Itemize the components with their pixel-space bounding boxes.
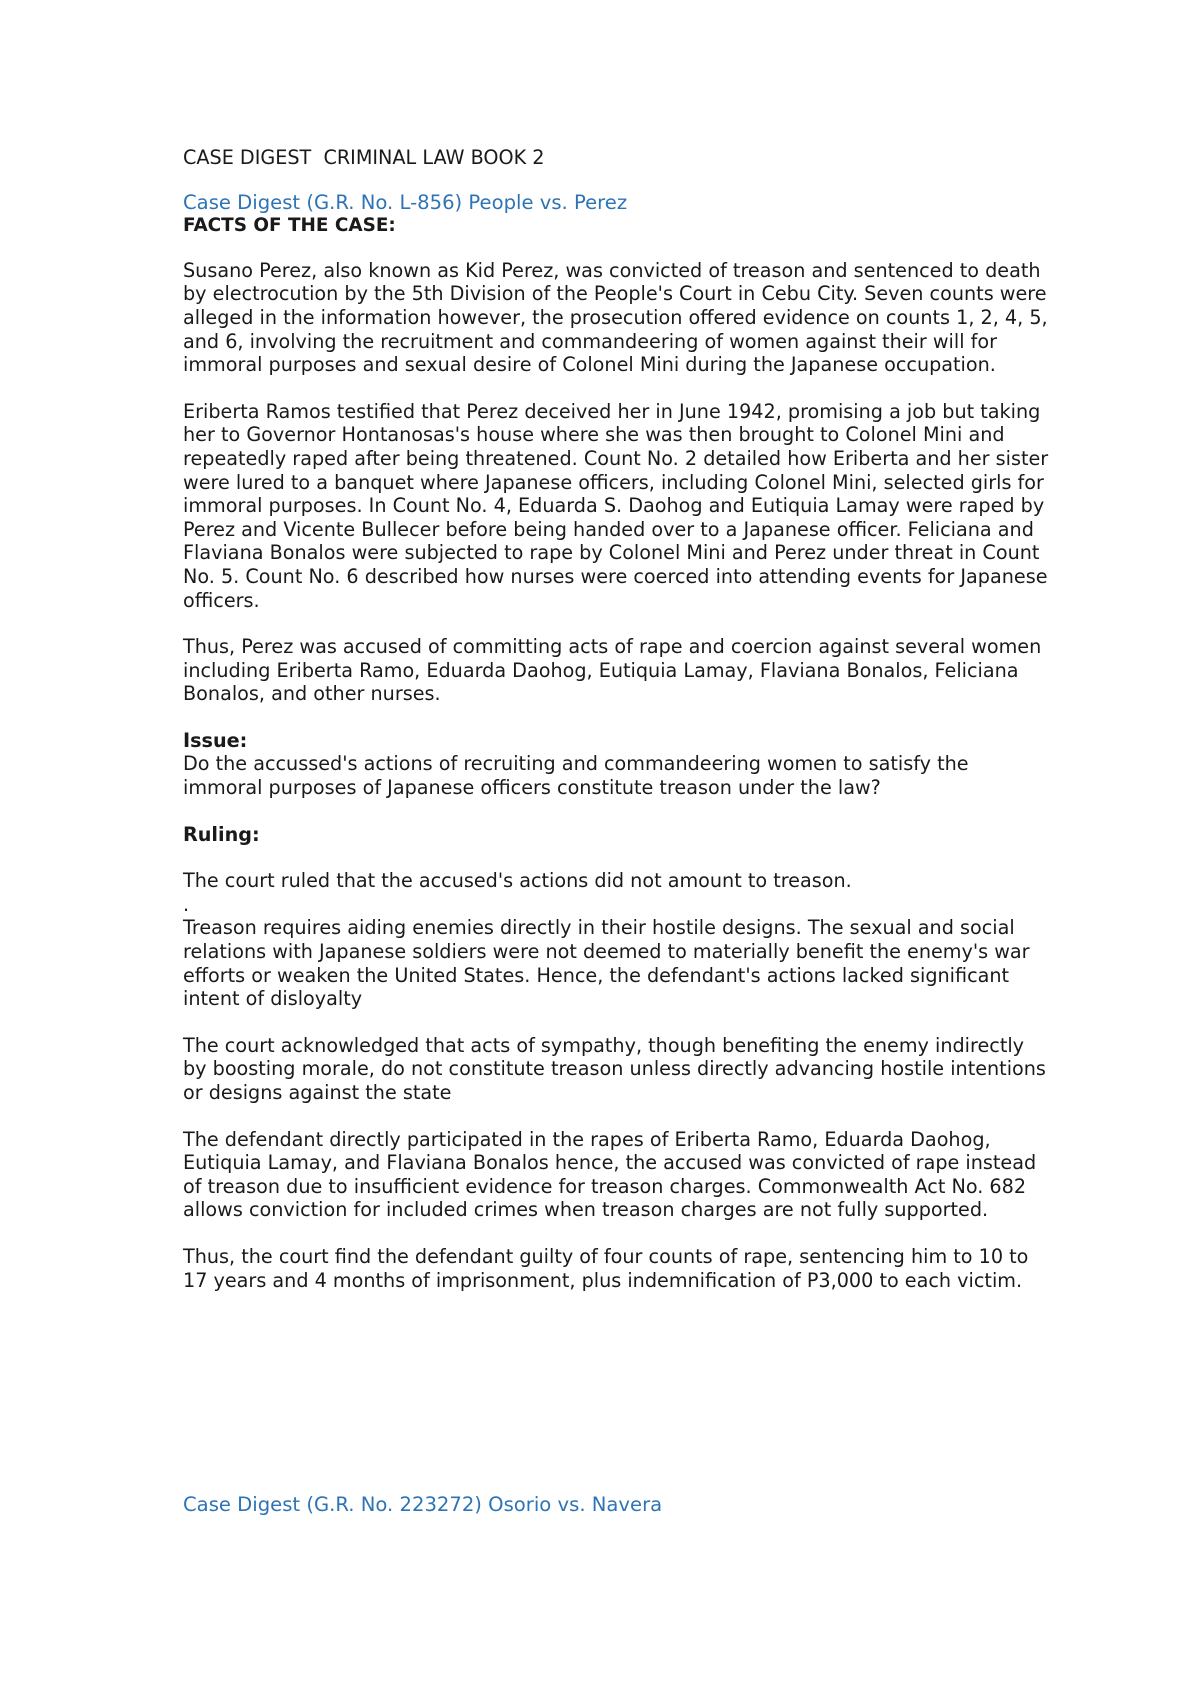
ruling-paragraph-5: Thus, the court find the defendant guilty of four counts of rape, sentencing him to 10 to 17 years and 4 months of imprisonment, plus indemnification of P3,000 to each victim. [183, 1244, 1029, 1292]
facts-paragraph-2: Eriberta Ramos testified that Perez deceived her in June 1942, promising a job but taking her to Governor Hontanosas's house where she was then brought to Colonel Mini and repeatedly raped after being threatened. Count No. 2 detailed how Eriberta and her sister were lured to a banquet where Japanese officers, including Colonel Mini, selected girls for immoral purposes. In Count No. 4, Eduarda S. Daohog and Eutiquia Lamay were raped by Perez and Vicente Bullecer before being handed over to a Japanese officer. Feliciana and Flaviana Bonalos were subjected to rape by Colonel Mini and Perez under threat in Count No. 5. Count No. 6 described how nurses were coerced into attending events for Japanese officers. [183, 399, 1049, 612]
issue-label: Issue: [183, 728, 248, 752]
document-body [183, 146, 1053, 1315]
facts-paragraph-1: Susano Perez, also known as Kid Perez, was convicted of treason and sentenced to death by electrocution by the 5th Division of the People's Court in Cebu City. Seven counts were alleged in the information however, the prosecution offered evidence on counts 1, 2, 4, 5, and 6, involving the recruitment and commandeering of women against their will for immoral purposes and sexual desire of Colonel Mini during the Japanese occupation. [183, 258, 1048, 377]
ruling-dot: . [183, 892, 190, 916]
ruling-paragraph-3: The court acknowledged that acts of sympathy, though benefiting the enemy indirectly by boosting morale, do not constitute treason unless directly advancing hostile intentions or designs against the state [183, 1033, 1046, 1104]
facts-label: FACTS OF THE CASE: [183, 215, 396, 237]
issue-text: Do the accussed's actions of recruiting and commandeering women to satisfy the immoral purposes of Japanese officers constitute treason under the law? [183, 752, 969, 800]
case-heading-osorio-vs-navera: Case Digest (G.R. No. 223272) Osorio vs. Navera [183, 1493, 663, 1516]
ruling-label: Ruling: [183, 822, 260, 846]
ruling-paragraph-2: Treason requires aiding enemies directly in their hostile designs. The sexual and social relations with Japanese soldiers were not deemed to materially benefit the enemy's war efforts or weaken the United States. Hence, the defendant's actions lacked significant intent of disloyalty [183, 916, 1030, 1011]
facts-paragraph-3: Thus, Perez was accused of committing acts of rape and coercion against several women including Eriberta Ramo, Eduarda Daohog, Eutiquia Lamay, Flaviana Bonalos, Feliciana Bonalos, and other nurses. [183, 635, 1042, 706]
document-title: CASE DIGEST CRIMINAL LAW BOOK 2 [183, 146, 545, 169]
ruling-paragraph-1: The court ruled that the accused's actions did not amount to treason. [183, 869, 852, 893]
case-heading-people-vs-perez: Case Digest (G.R. No. L-856) People vs. Perez [183, 190, 628, 214]
ruling-paragraph-4: The defendant directly participated in the rapes of Eriberta Ramo, Eduarda Daohog, Eutiquia Lamay, and Flaviana Bonalos hence, the accused was convicted of rape instead of treason due to insufficient evidence for treason charges. Commonwealth Act No. 682 allows conviction for included crimes when treason charges are not fully supported. [183, 1127, 1037, 1222]
